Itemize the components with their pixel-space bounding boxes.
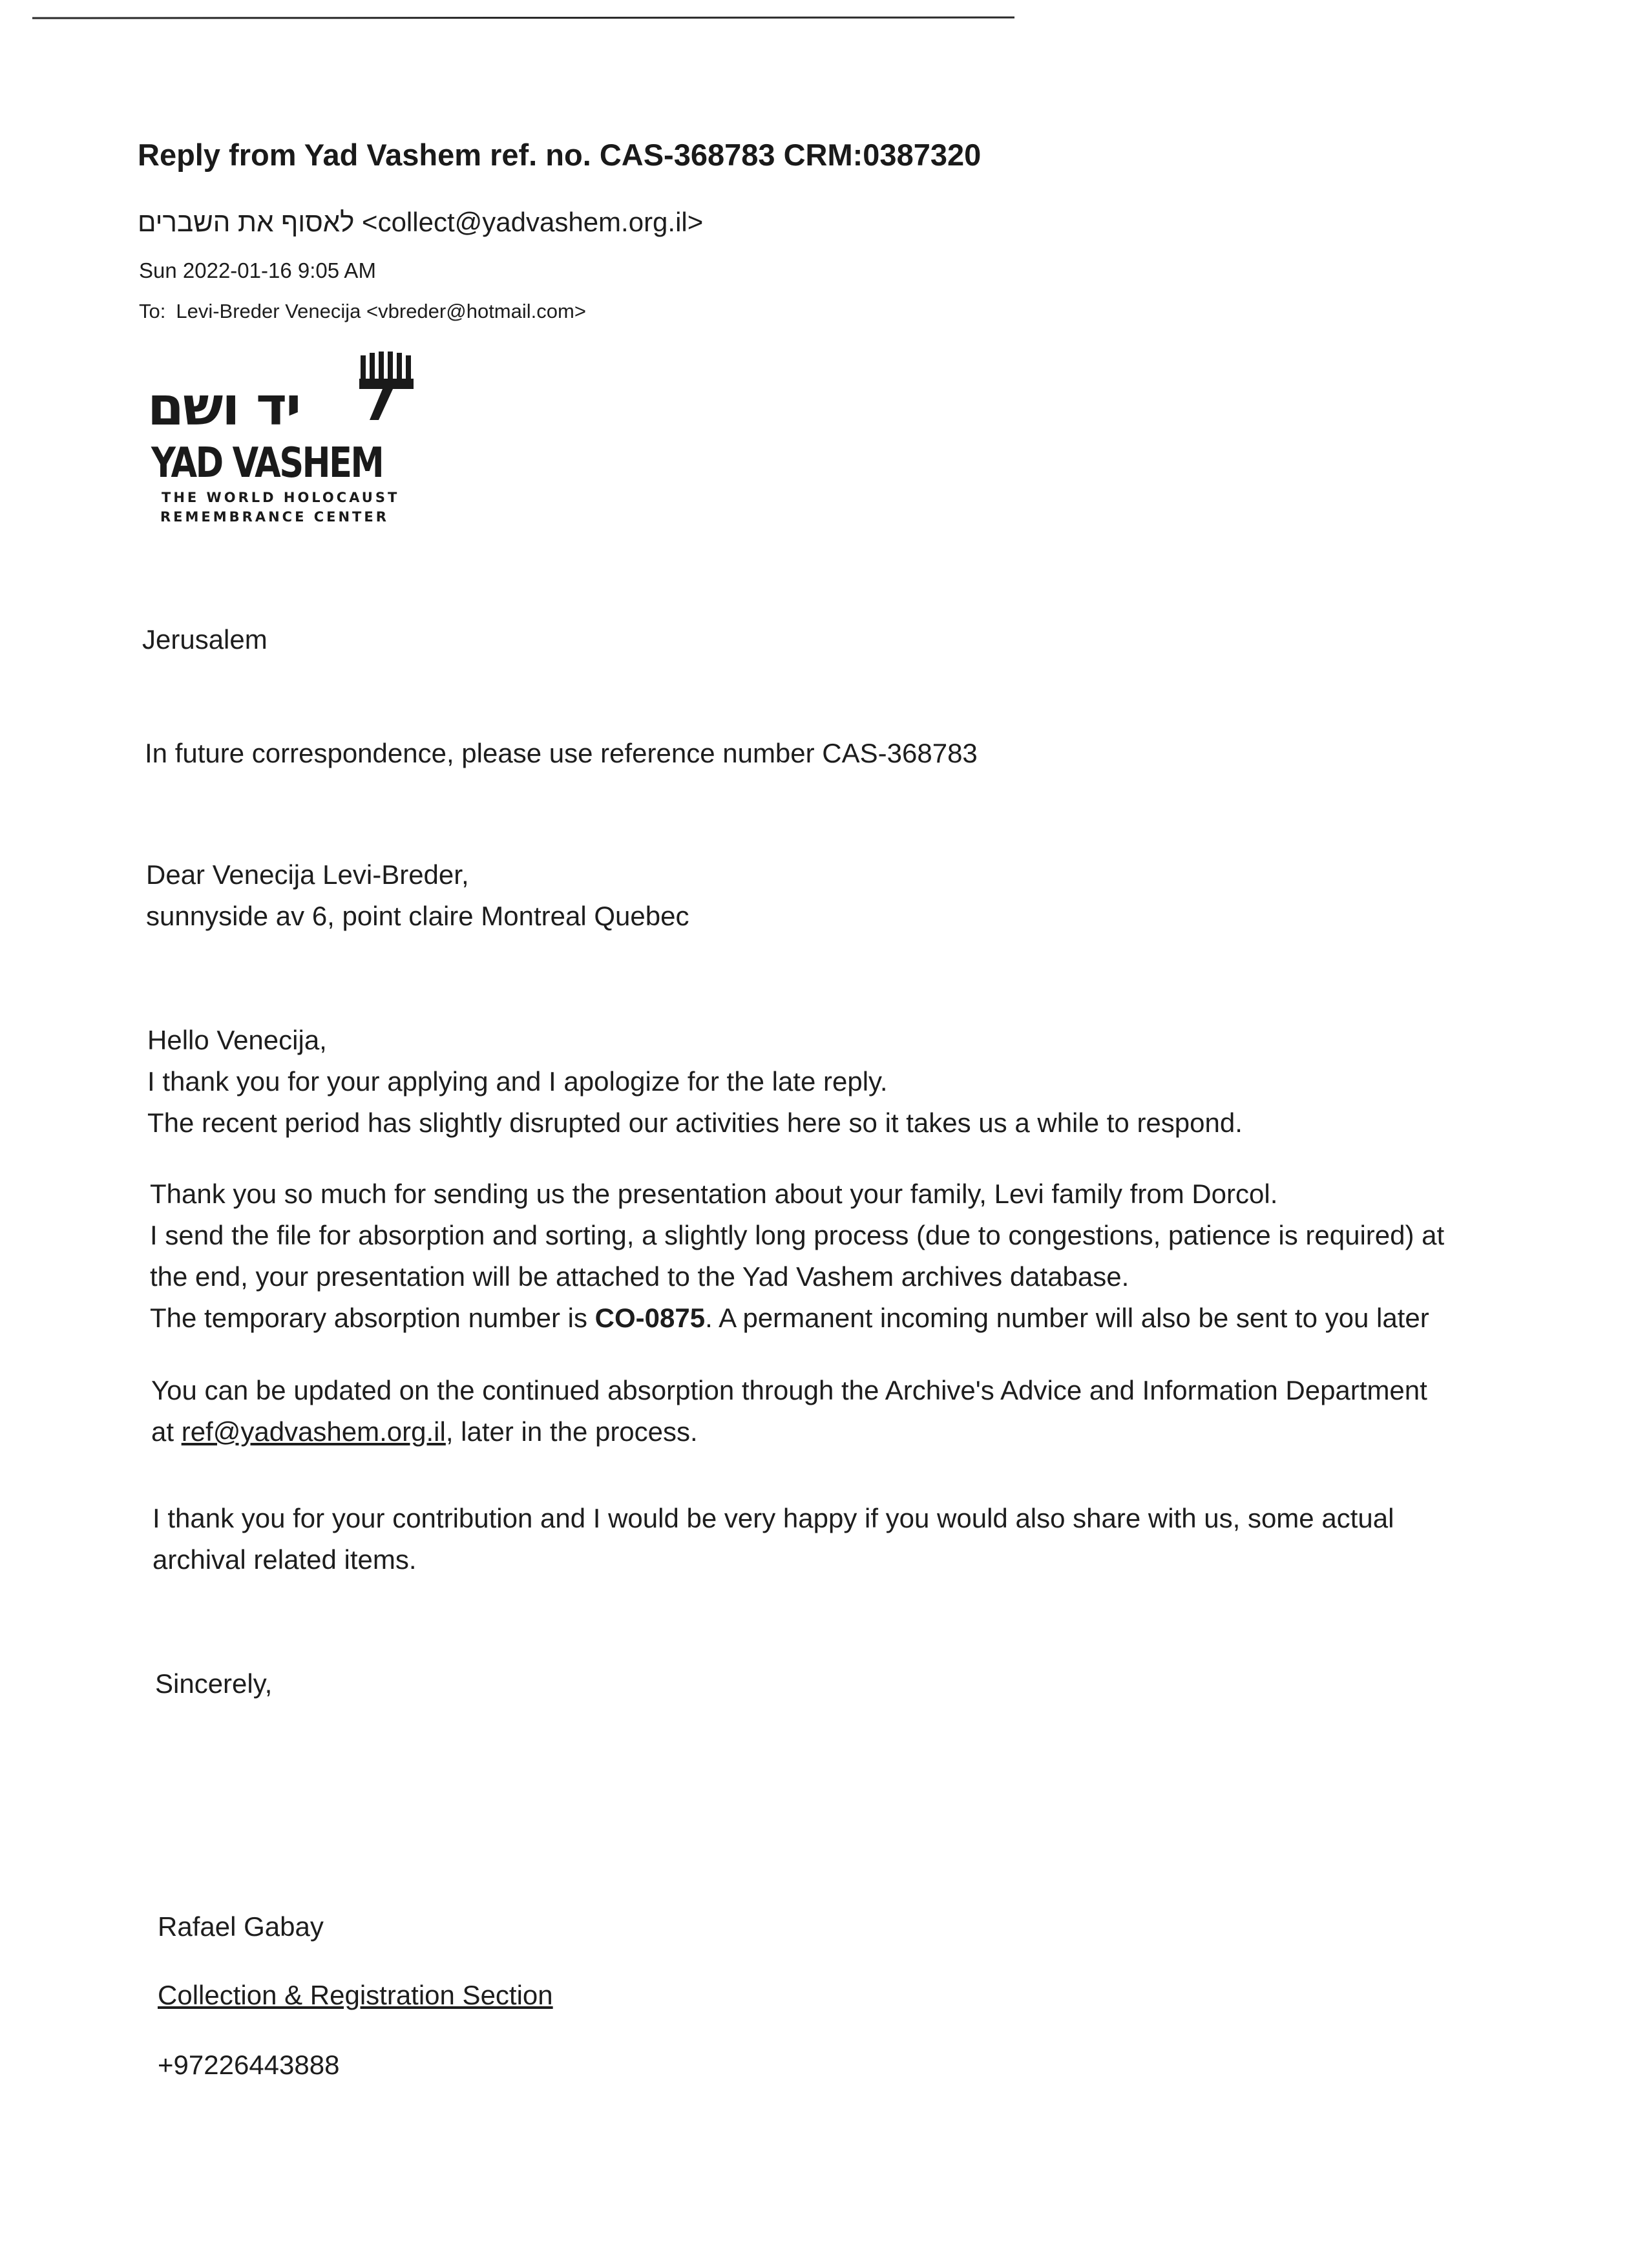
absorption-text-after: . A permanent incoming number will also be sent to you later xyxy=(705,1303,1429,1333)
email-date: Sun 2022-01-16 9:05 AM xyxy=(139,258,376,282)
logo-tagline-line-1: THE WORLD HOLOCAUST xyxy=(162,490,400,505)
paragraph-line: the end, your presentation will be attached to the Yad Vashem archives database. xyxy=(150,1261,1129,1292)
recipient-value[interactable]: Levi-Breder Venecija <vbreder@hotmail.com> xyxy=(176,300,586,322)
contact-line xyxy=(151,1411,1427,1453)
signer-department: Collection & Registration Section xyxy=(158,1980,553,2010)
recipient-address: sunnyside av 6, point claire Montreal Quebec xyxy=(146,901,689,931)
paragraph-line: archival related items. xyxy=(152,1544,417,1575)
contact-text-before: at xyxy=(151,1416,182,1447)
logo-hebrew-text: יד ושם xyxy=(147,376,300,437)
paragraph-line: Hello Venecija, xyxy=(147,1025,327,1055)
to-label: To: xyxy=(139,300,166,322)
yad-vashem-logo xyxy=(147,349,425,536)
paragraph-line: I send the file for absorption and sorting, a slightly long process (due to congestions, patience is required) at xyxy=(150,1220,1445,1250)
absorption-number: CO-0875 xyxy=(594,1303,706,1333)
sender-name: לאסוף את השברים xyxy=(138,207,355,237)
reference-note: In future correspondence, please use reference number CAS-368783 xyxy=(145,738,978,768)
signer-phone: +97226443888 xyxy=(158,2050,340,2080)
salutation: Dear Venecija Levi-Breder, xyxy=(146,859,469,890)
paragraph-greeting xyxy=(147,1020,1243,1144)
paragraph-line: The recent period has slightly disrupted our activities here so it takes us a while to respond. xyxy=(147,1108,1243,1138)
paragraph-line: I thank you for your applying and I apologize for the late reply. xyxy=(147,1066,888,1097)
paragraph-line: You can be updated on the continued absorption through the Archive's Advice and Information Department xyxy=(151,1375,1427,1405)
reference-email-link[interactable]: ref@yadvashem.org.il xyxy=(181,1416,446,1447)
email-subject: Reply from Yad Vashem ref. no. CAS-368783 CRM:0387320 xyxy=(138,138,982,172)
email-sender xyxy=(138,207,703,238)
paragraph-line: I thank you for your contribution and I would be very happy if you would also share with us, some actual xyxy=(152,1503,1394,1533)
signer-name: Rafael Gabay xyxy=(158,1911,324,1942)
menorah-icon xyxy=(354,349,419,426)
paragraph-updates xyxy=(151,1370,1427,1453)
paragraph-presentation xyxy=(150,1173,1444,1339)
logo-english-text: YAD VASHEM xyxy=(151,439,383,487)
logo-tagline-line-2: REMEMBRANCE CENTER xyxy=(160,509,389,525)
contact-text-after: , later in the process. xyxy=(445,1416,698,1447)
sender-address[interactable]: <collect@yadvashem.org.il> xyxy=(362,207,704,237)
top-divider-line xyxy=(32,16,1014,19)
paragraph-contribution xyxy=(152,1498,1394,1580)
recipient-block xyxy=(146,854,689,937)
letter-city: Jerusalem xyxy=(142,624,268,655)
paragraph-line: Thank you so much for sending us the presentation about your family, Levi family from Dorcol. xyxy=(150,1179,1278,1209)
closing: Sincerely, xyxy=(155,1668,273,1699)
email-recipient xyxy=(139,300,586,323)
absorption-number-line xyxy=(150,1297,1444,1339)
absorption-text-before: The temporary absorption number is xyxy=(150,1303,595,1333)
